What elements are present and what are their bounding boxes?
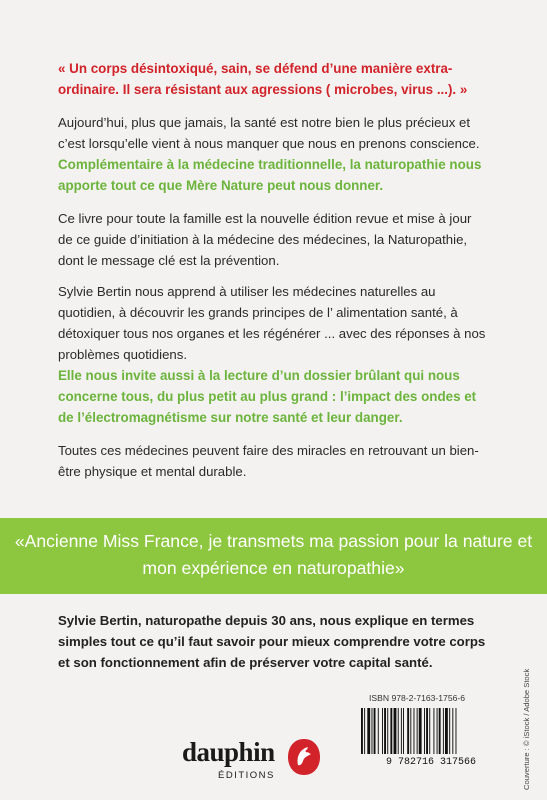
barcode-bar: [443, 708, 444, 754]
barcode-bar: [407, 708, 409, 754]
barcode-bar: [394, 708, 397, 754]
barcode-number: 9 782716 317566: [385, 757, 477, 766]
barcode-bar: [414, 708, 415, 754]
cover-credit: Couverture : © iStock / Adobe Stock: [522, 668, 531, 790]
barcode-bar: [401, 708, 402, 754]
paragraph-edition: Ce livre pour toute la famille est la nouvelle édition revue et mise à jour de ce guide d’initiation à la médecine des médecines, la Naturopathie, dont le message clé est la prévention.: [58, 211, 472, 268]
paragraph-author-teaching: Sylvie Bertin nous apprend à utiliser les médecines naturelles au quotidien, à découvrir les grands principes de l’ alimentation santé, à détoxiquer tous nos organes et les régénérer ... avec des réponses à nos problèmes quotidiens.: [58, 284, 486, 362]
barcode-bar: [372, 708, 373, 754]
miss-france-quote-banner: «Ancienne Miss France, je transmets ma passion pour la nature et mon expérience en naturopathie»: [0, 518, 547, 594]
barcode-bar: [384, 708, 386, 754]
paragraph-miracles: Toutes ces médecines peuvent faire des miracles en retrouvant un bien-être physique et mental durable.: [58, 443, 479, 479]
author-bio: Sylvie Bertin, naturopathe depuis 30 ans, nous explique en termes simples tout ce qu’il faut savoir pour mieux comprendre votre corps et son fonctionnement afin de préserver votre capital santé.: [58, 613, 486, 670]
barcode-bar: [426, 708, 428, 754]
barcode-bar: [419, 708, 422, 754]
barcode-bar: [439, 708, 441, 754]
isbn-label: ISBN 978-2-7163-1756-6: [369, 693, 466, 703]
publisher-name: dauphin: [182, 737, 275, 767]
barcode-bar: [374, 708, 376, 754]
barcode-bar: [378, 708, 379, 754]
highlight-naturopathy: Complémentaire à la médecine traditionnelle, la naturopathie nous apporte tout ce que Mère Nature peut nous donner.: [58, 157, 482, 193]
highlight-electromagnetism: Elle nous invite aussi à la lecture d’un dossier brûlant qui nous concerne tous, du plus petit au plus grand : l’impact des ondes et de l’électromagnétisme sur notre santé et leur danger.: [58, 368, 477, 425]
barcode-bar: [424, 708, 425, 754]
publisher-logo: [182, 737, 342, 795]
barcode-bar: [449, 708, 450, 754]
barcode-bar: [403, 708, 404, 754]
barcode-bar: [437, 708, 438, 754]
barcode-bar: [367, 708, 370, 754]
barcode-bar: [433, 708, 434, 754]
barcode-bar: [456, 708, 457, 754]
barcode-bar: [387, 708, 388, 754]
back-cover-text: [58, 58, 488, 492]
barcode-bar: [398, 708, 399, 754]
barcode-bar: [417, 708, 418, 754]
barcode-bar: [410, 708, 411, 754]
publisher-sub: ÉDITIONS: [218, 770, 275, 781]
paragraph-health: Aujourd’hui, plus que jamais, la santé est notre bien le plus précieux et c’est lorsqu’elle vient à nous manquer que nous en prenons conscience.: [58, 115, 480, 151]
dolphin-emblem-icon: [286, 737, 322, 777]
intro-quote: « Un corps désintoxiqué, sain, se défend d’une manière extra-ordinaire. Il sera résistant aux agressions ( microbes, virus ...). »: [58, 61, 468, 97]
barcode-bar: [364, 708, 365, 754]
barcode-bar: [452, 708, 453, 754]
barcode-bar: [382, 708, 383, 754]
barcode-bar: [390, 708, 392, 754]
barcode-bar: [361, 708, 363, 754]
barcode-bar: [445, 708, 448, 754]
barcode-bar: [429, 708, 430, 754]
barcode: [355, 708, 507, 766]
